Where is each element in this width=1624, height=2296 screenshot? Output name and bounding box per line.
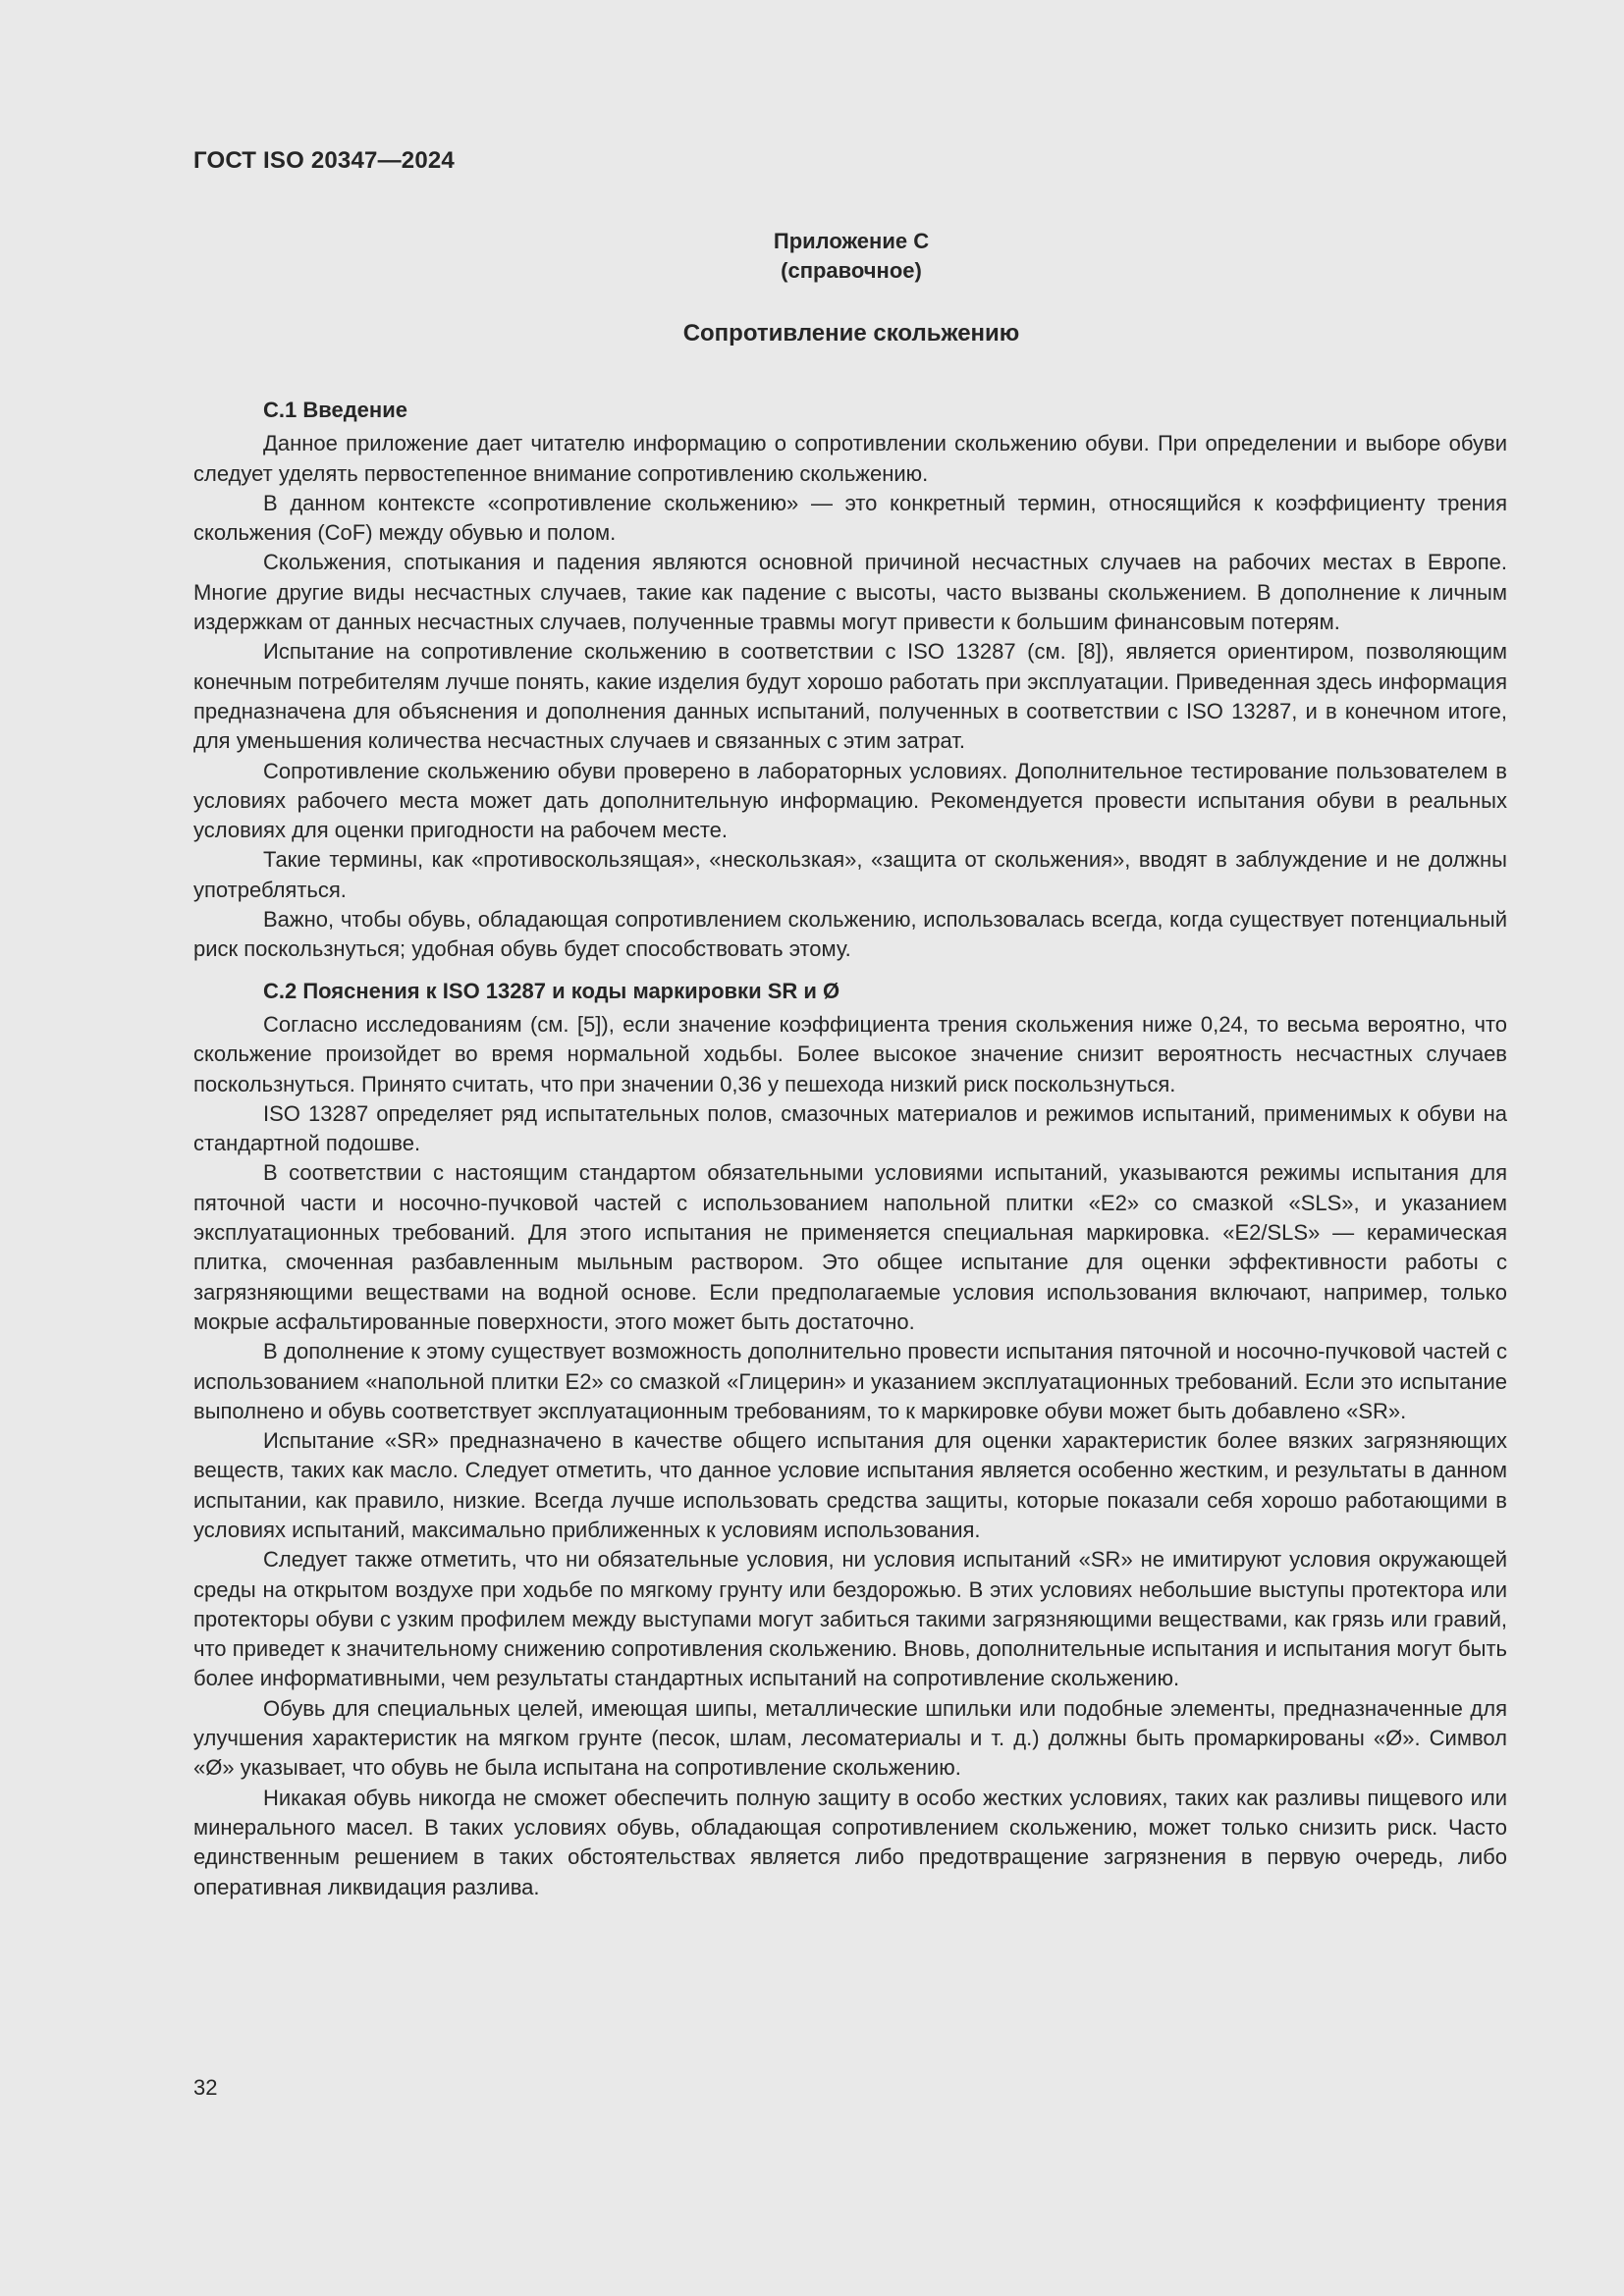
paragraph: Никакая обувь никогда не сможет обеспечить полную защиту в особо жестких условиях, таких как разливы пищевого или минерального масел. В таких условиях обувь, обладающая сопротивлением скольжению, может только снизить риск. Часто единственным решением в таких обстоятельствах является либо предотвращение загрязнения в первую очередь, либо оперативная ликвидация разлива. — [193, 1785, 1507, 1899]
paragraph: Скольжения, спотыкания и падения являются основной причиной несчастных случаев на рабочих местах в Европе. Многие другие виды несчастных случаев, такие как падение с высоты, часто вызваны скольжением. В дополнение к личным издержкам от данных несчастных случаев, полученные травмы могут привести к большим финансовым потерям. — [193, 550, 1507, 635]
appendix-heading — [193, 227, 1509, 286]
paragraph: Испытание «SR» предназначено в качестве общего испытания для оценки характеристик более вязких загрязняющих веществ, таких как масло. Следует отметить, что данное условие испытания является особенно жестким, и результаты в данном испытании, как правило, низкие. Всегда лучше использовать средства защиты, которые показали себя хорошо работающими в условиях испытаний, максимально приближенных к условиям использования. — [193, 1428, 1507, 1542]
paragraph: ISO 13287 определяет ряд испытательных полов, смазочных материалов и режимов испытаний, применимых к обуви на стандартной подошве. — [193, 1100, 1507, 1156]
section-iso-13287-explanations — [193, 977, 1507, 1902]
paragraph: Испытание на сопротивление скольжению в соответствии с ISO 13287 (см. [8]), является ориентиром, позволяющим конечным потребителям лучше понять, какие изделия будут хорошо работать при эксплуатации. Приведенная здесь информация предназначена для объяснения и дополнения данных испытаний, полученных в соответствии с ISO 13287, и в конечном итоге, для уменьшения количества несчастных случаев и связанных с этим затрат. — [193, 639, 1507, 754]
paragraph: Сопротивление скольжению обуви проверено в лабораторных условиях. Дополнительное тестирование пользователем в условиях рабочего места может дать дополнительную информацию. Рекомендуется провести испытания обуви в реальных условиях для оценки пригодности на рабочем месте. — [193, 758, 1507, 843]
paragraph: Обувь для специальных целей, имеющая шипы, металлические шпильки или подобные элементы, предназначенные для улучшения характеристик на мягком грунте (песок, шлам, лесоматериалы и т. д.) должны быть промаркированы «Ø». Символ «Ø» указывает, что обувь не была испытана на сопротивление скольжению. — [193, 1695, 1507, 1781]
paragraph: Следует также отметить, что ни обязательные условия, ни условия испытаний «SR» не имитируют условия окружающей среды на открытом воздухе при ходьбе по мягкому грунту или бездорожью. В этих условиях небольшие выступы протектора или протекторы обуви с узким профилем между выступами могут забиться такими загрязняющими веществами, как грязь или гравий, что приведет к значительному снижению сопротивления скольжению. Вновь, дополнительные испытания и испытания могут быть более информативными, чем результаты стандартных испытаний на сопротивление скольжению. — [193, 1547, 1507, 1691]
section-heading: С.2 Пояснения к ISO 13287 и коды маркировки SR и Ø — [263, 978, 840, 1003]
page-number: 32 — [193, 2075, 218, 2100]
appendix-title: Сопротивление скольжению — [682, 320, 1020, 347]
paragraph: Важно, чтобы обувь, обладающая сопротивлением скольжению, использовалась всегда, когда существует потенциальный риск поскользнуться; удобная обувь будет способствовать этому. — [193, 907, 1507, 962]
paragraph: Такие термины, как «противоскользящая», «нескользкая», «защита от скольжения», вводят в заблуждение и не должны употребляться. — [193, 847, 1507, 902]
paragraph: Данное приложение дает читателю информацию о сопротивлении скольжению обуви. При определении и выборе обуви следует уделять первостепенное внимание сопротивлению скольжению. — [193, 431, 1507, 486]
document-body — [193, 396, 1507, 1902]
paragraph: В данном контексте «сопротивление скольжению» — это конкретный термин, относящийся к коэффициенту трения скольжения (CoF) между обувью и полом. — [193, 490, 1507, 546]
appendix-label: Приложение С — [773, 229, 930, 253]
paragraph: В соответствии с настоящим стандартом обязательными условиями испытаний, указываются режимы испытания для пяточной части и носочно-пучковой частей с использованием напольной плитки «Е2» со смазкой «SLS», и указанием эксплуатационных требований. Для этого испытания не применяется специальная маркировка. «E2/SLS» — керамическая плитка, смоченная разбавленным мыльным раствором. Это общее испытание для оценки эффективности работы с загрязняющими веществами на водной основе. Если предполагаемые условия использования включают, например, только мокрые асфальтированные поверхности, этого может быть достаточно. — [193, 1160, 1507, 1334]
section-introduction — [193, 396, 1507, 965]
document-code: ГОСТ ISO 20347—2024 — [193, 147, 455, 174]
paragraph: Согласно исследованиям (см. [5]), если значение коэффициента трения скольжения ниже 0,24, то весьма вероятно, что скольжение произойдет во время нормальной ходьбы. Более высокое значение снизит вероятность несчастных случаев поскользнуться. Принято считать, что при значении 0,36 у пешехода низкий риск поскользнуться. — [193, 1011, 1507, 1096]
appendix-type: (справочное) — [781, 258, 922, 283]
paragraph: В дополнение к этому существует возможность дополнительно провести испытания пяточной и носочно-пучковой частей с использованием «напольной плитки Е2» со смазкой «Глицерин» и указанием эксплуатационных требований. Если это испытание выполнено и обувь соответствует эксплуатационным требованиям, то к маркировке обуви может быть добавлено «SR». — [193, 1339, 1507, 1423]
section-heading: С.1 Введение — [263, 398, 407, 422]
